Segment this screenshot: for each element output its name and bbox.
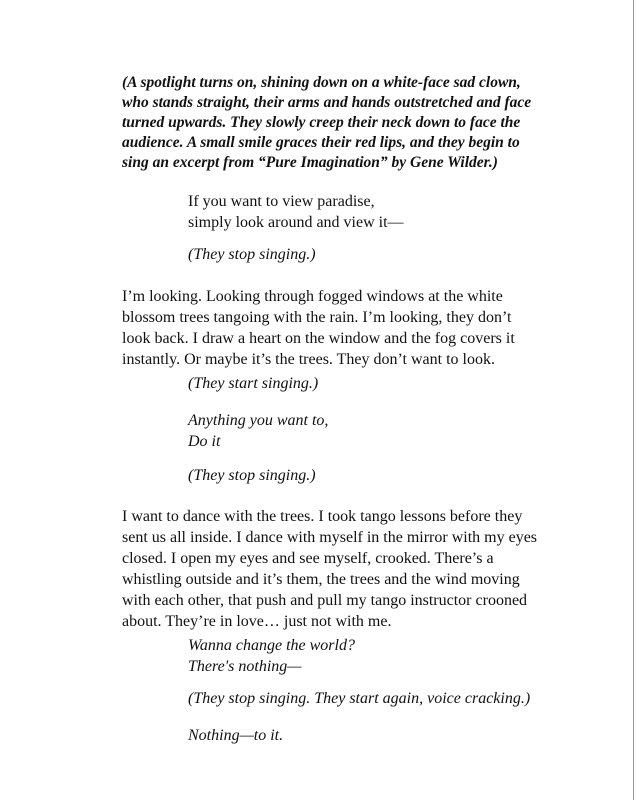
opening-stage-direction: (A spotlight turns on, shining down on a white-face sad clown, who stands straight, their arms and hands outstretched and face turned upwards. They slowly creep their neck down to face the audience. A small smile graces their red lips, and they begin to sing an excerpt from “Pure Imagination” by Gene Wilder.) xyxy=(122,74,532,171)
stage-direction-stop-1: (They stop singing.) xyxy=(188,246,316,263)
page-edge-divider xyxy=(633,0,634,800)
stage-direction-start: (They start singing.) xyxy=(188,375,319,392)
stage-direction-stop-2: (They stop singing.) xyxy=(188,467,316,484)
song-lyric-3: Wanna change the world? There's nothing— xyxy=(188,637,355,675)
stage-direction-crack: (They stop singing. They start again, voice cracking.) xyxy=(188,690,531,707)
song-lyric-1: If you want to view paradise, simply look around and view it— xyxy=(188,193,404,231)
monologue-paragraph-1: I’m looking. Looking through fogged windows at the white blossom trees tangoing with the rain. I’m looking, they don’t look back. I draw a heart on the window and the fog covers it instantly. Or maybe it’s the trees. They don’t want to look. xyxy=(122,288,515,368)
monologue-paragraph-2: I want to dance with the trees. I took tango lessons before they sent us all inside. I dance with myself in the mirror with my eyes closed. I open my eyes and see myself, crooked. There’s a whistling outside and it’s them, the trees and the wind moving with each other, that push and pull my tango instructor crooned about. They’re in love… just not with me. xyxy=(122,508,538,630)
song-lyric-2: Anything you want to, Do it xyxy=(188,412,329,450)
song-lyric-4: Nothing—to it. xyxy=(188,727,284,744)
